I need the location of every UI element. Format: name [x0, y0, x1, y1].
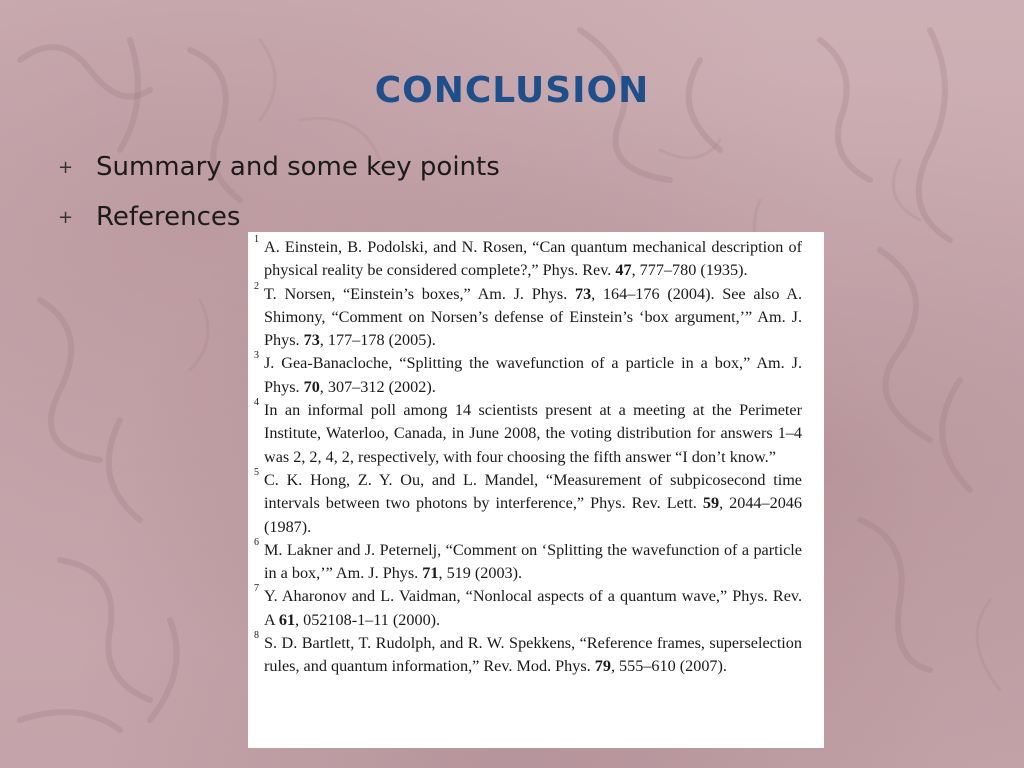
- reference-entry: 5 C. K. Hong, Z. Y. Ou, and L. Mandel, “Measurement of subpicosecond time intervals between two photons by interference,” Phys. Rev. Lett. 59, 2044–2046 (1987).: [254, 466, 802, 536]
- reference-entry: 7 Y. Aharonov and L. Vaidman, “Nonlocal aspects of a quantum wave,” Phys. Rev. A 61, 052108-1–11 (2000).: [254, 583, 802, 629]
- reference-entry: 3 J. Gea-Banacloche, “Splitting the wavefunction of a particle in a box,” Am. J. Phys. 70, 307–312 (2002).: [254, 350, 802, 396]
- references-image: [248, 232, 824, 748]
- volume-number: 61: [278, 610, 296, 629]
- reference-number: 6: [254, 536, 259, 548]
- reference-number: 3: [254, 350, 259, 362]
- reference-entry: 6 M. Lakner and J. Peternelj, “Comment on ‘Splitting the wavefunction of a particle in a box,’” Am. J. Phys. 71, 519 (2003).: [254, 536, 802, 583]
- reference-number: 1: [254, 234, 259, 245]
- reference-entry: 2 T. Norsen, “Einstein’s boxes,” Am. J. Phys. 73, 164–176 (2004). See also A. Shimony, “Comment on Norsen’s defense of Einstein’s ‘box argument,’” Am. J. Phys. 73, 177–178 (2005).: [254, 280, 802, 350]
- reference-entry: 1 A. Einstein, B. Podolski, and N. Rosen, “Can quantum mechanical description of physical reality be considered complete?,” Phys. Rev. 47, 777–780 (1935).: [254, 234, 802, 280]
- bullet-text: Summary and some key points: [96, 152, 500, 182]
- reference-number: 4: [254, 397, 259, 409]
- volume-number: 73: [303, 331, 320, 350]
- volume-number: 59: [702, 494, 720, 513]
- volume-number: 70: [303, 377, 320, 396]
- volume-number: 73: [574, 284, 592, 303]
- plus-icon: +: [58, 206, 74, 228]
- reference-entry: 4 In an informal poll among 14 scientists present at a meeting at the Perimeter Institute, Waterloo, Canada, in June 2008, the voting distribution for answers 1–4 was 2, 2, 4, 2, respectively, with four choosing the fifth answer “I don’t know.”: [254, 397, 802, 466]
- volume-number: 71: [422, 564, 439, 583]
- slide-title: CONCLUSION: [374, 70, 650, 111]
- reference-entry: 8 S. D. Bartlett, T. Rudolph, and R. W. Spekkens, “Reference frames, superselection rules, and quantum information,” Rev. Mod. Phys. 79, 555–610 (2007).: [254, 630, 802, 676]
- bullet-list: [58, 142, 500, 242]
- bullet-item-summary: [58, 142, 500, 192]
- plus-icon: +: [58, 156, 74, 178]
- bullet-text: References: [96, 202, 241, 232]
- volume-number: 79: [594, 657, 611, 676]
- reference-number: 8: [254, 630, 259, 642]
- reference-number: 2: [254, 280, 259, 292]
- reference-number: 7: [254, 583, 259, 595]
- reference-number: 5: [254, 466, 259, 478]
- volume-number: 47: [615, 261, 632, 280]
